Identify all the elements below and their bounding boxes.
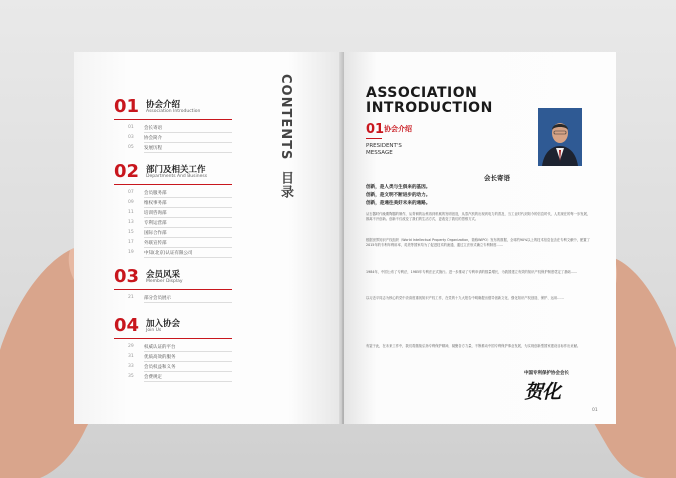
motto-line: 创新，是人类与生俱来的基因。 [366,185,431,190]
president-signature: 贺化 [524,381,561,403]
contents-heading [276,74,295,199]
contents-title-en: CONTENTS [278,74,293,161]
toc-item-label: 权威认证的平台 [144,345,176,350]
section-number: 02 [114,161,140,182]
president-portrait [538,108,582,166]
section-subtitle: Association Introduction [146,109,201,114]
section-title: 协会介绍 [384,125,412,133]
body-paragraph: 根据世界知识产权组织（World Intellectual Property Organization，简称WIPO）发布的数据，全球约90%以上的技术信息包含在专利文献中，配置了2015年的专利年利用率，英美等国家均为了促进技术的流通，通过立法形式确立专利制度…… [366,238,590,248]
label-line-2: MESSAGE [366,150,393,156]
section-title: 会员风采 [146,270,181,280]
contents-title-cn: 目录 [278,171,293,200]
toc-item-page: 21 [128,295,134,300]
toc-item-page: 09 [128,200,134,205]
section-number: 03 [114,266,140,287]
toc-item-label: 会长寄语 [144,126,162,131]
section-number: 01 [114,96,140,117]
title-line-2: INTRODUCTION [366,100,493,116]
toc-item-page: 31 [128,354,134,359]
section-number: 04 [114,315,140,336]
signatory-title: 中国专利保护协会会长 [524,371,569,376]
toc-item-label: 会员服务部 [144,191,167,196]
motto-line: 创新，是文明不断进步的动力。 [366,193,431,198]
toc-item-label: 协会简介 [144,136,162,141]
title-line-1: ASSOCIATION [366,85,478,101]
contents-page [74,52,342,424]
section-subtitle: Join Us [146,328,162,333]
toc-item-page: 01 [128,125,134,130]
section-divider [366,138,382,139]
toc-item-page: 29 [128,344,134,349]
body-paragraph: 有鉴于此，在未来工作中，我们将继续弘扬专利保护精神，凝聚各方力量，不断推动中国专利保护事业发展，为实现创新型国家建设目标作出贡献。 [366,344,581,348]
toc-item-page: 17 [128,240,134,245]
page-number: 01 [592,408,598,413]
section-divider [114,289,232,290]
section-divider [114,184,232,185]
toc-item-label: 优质高效的服务 [144,355,176,360]
toc-item-label: 培训咨询部 [144,211,167,216]
section-number: 01 [366,122,385,137]
toc-item-label: 维权事务部 [144,201,167,206]
toc-item-page: 05 [128,145,134,150]
toc-item-page: 19 [128,250,134,255]
body-paragraph: 从石器时代晚期陶器的制作，从青铜的冶炼再到机械的发明创造，从蒸汽机的出现到电力的普及，当工业时代到知今的信息时代，人类现在的每一步发展，都离不开创新。创新不仅改变了我们的生活方式，更改变了我们的思维方式。 [366,212,591,222]
toc-item-label: 外联宣传部 [144,241,167,246]
toc-item-page: 11 [128,210,134,215]
page-title [366,86,493,116]
section-divider [114,119,232,120]
motto-line: 创新，是通往美好未来的通路。 [366,201,431,206]
toc-item-page: 07 [128,190,134,195]
toc-item-label: 国际合作部 [144,231,167,236]
toc-item-page: 03 [128,135,134,140]
label-line-1: PRESIDENT'S [366,143,402,149]
section-title: 协会介绍 [146,100,181,110]
letter-title: 会长寄语 [484,174,510,182]
toc-item-label: 专利运营部 [144,221,167,226]
toc-item-label: 会员权益和义务 [144,365,176,370]
toc-item-page: 13 [128,220,134,225]
toc-item-label: 发展历程 [144,146,162,151]
body-paragraph: 以习近平同志为核心的党中央高度重视知识产权工作，在党的十九大报告中明确提出倡导创新文化、强化知识产权创造、保护、运用…… [366,296,564,300]
body-paragraph: 1984年，中国公布了专利法，1985年专利法正式施行。进一步推动了专利申请的数量增长，为我国建立有效的知识产权保护制度奠定了基础…… [366,270,578,274]
section-subtitle: Departments And Business [146,174,208,179]
toc-item-label: 会费规定 [144,375,162,380]
president-message-label [366,143,402,157]
toc-item-page: 15 [128,230,134,235]
president-message-page [344,52,616,424]
toc-item-page: 33 [128,364,134,369]
toc-item-page: 35 [128,374,134,379]
toc-item-label: 中知(北京)认证有限公司 [144,251,193,256]
section-subtitle: Member Display [146,279,183,284]
open-brochure [74,52,616,424]
section-title: 部门及相关工作 [146,165,206,175]
section-divider [114,338,232,339]
toc-item-label: 部分会员展示 [144,296,171,301]
section-title: 加入协会 [146,319,181,329]
